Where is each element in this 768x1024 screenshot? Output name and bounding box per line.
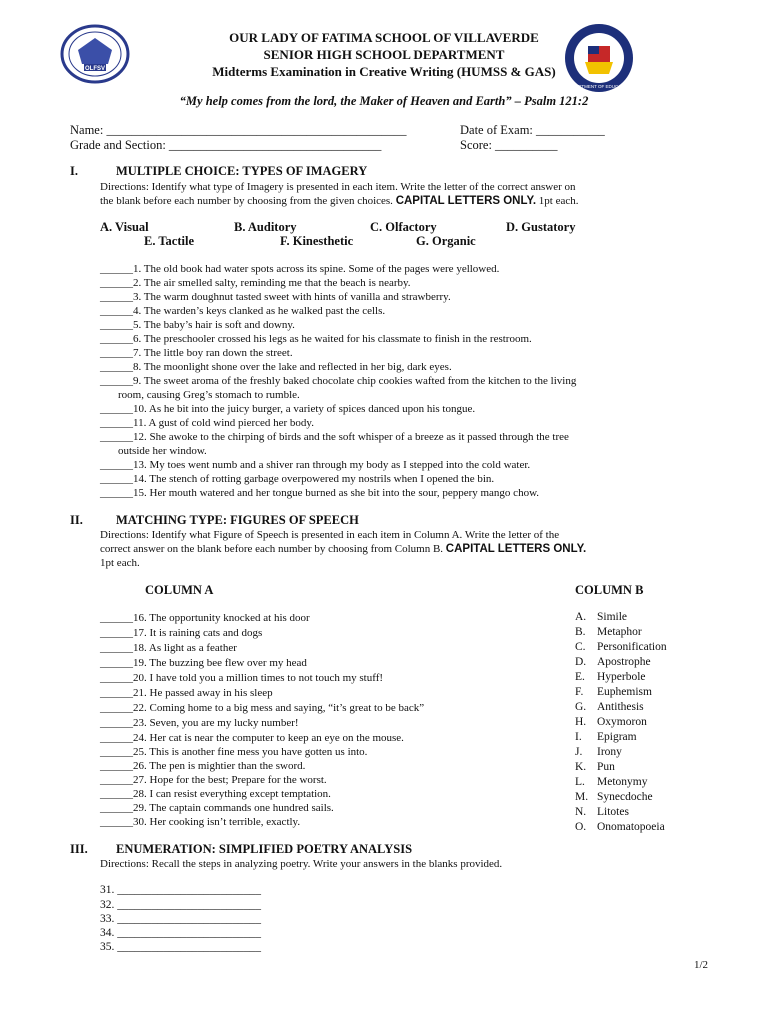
choice-f: F. Kinesthetic (280, 234, 354, 248)
question-9-continued: room, causing Greg’s stomach to rumble. (118, 389, 300, 401)
question-7[interactable]: ______7. The little boy ran down the street. (100, 347, 293, 359)
question-13[interactable]: ______13. My toes went numb and a shiver ran through my body as I stepped into the cold water. (100, 459, 531, 471)
choice-a: A. Visual (100, 220, 149, 234)
part2-directions-line1: Directions: Identify what Figure of Speech is presented in each item in Column A. Write the letter of the (100, 529, 560, 541)
part1-numeral: I. (70, 164, 78, 178)
choice-c: C. Olfactory (370, 220, 437, 234)
question-24[interactable]: ______24. Her cat is near the computer to keep an eye on the mouse. (100, 732, 404, 744)
answer-33[interactable]: 33. _________________________ (100, 913, 261, 925)
question-23[interactable]: ______23. Seven, you are my lucky number! (100, 717, 299, 729)
question-15[interactable]: ______15. Her mouth watered and her tongue burned as she bit into the sour, peppery mango chow. (100, 487, 540, 499)
question-26[interactable]: ______26. The pen is mightier than the sword. (100, 760, 306, 772)
question-25[interactable]: ______25. This is another fine mess you have gotten us into. (100, 746, 368, 758)
question-18[interactable]: ______18. As light as a feather (100, 642, 237, 654)
grade-section-field[interactable]: Grade and Section: __________________________________ (70, 138, 382, 152)
school-name: OUR LADY OF FATIMA SCHOOL OF VILLAVERDE (229, 30, 539, 45)
part3-title: ENUMERATION: SIMPLIFIED POETRY ANALYSIS (116, 842, 413, 856)
question-9[interactable]: ______9. The sweet aroma of the freshly baked chocolate chip cookies wafted from the kitchen to the living (100, 375, 577, 387)
name-field[interactable]: Name: ________________________________________________ (70, 123, 407, 137)
part2-points: 1pt each. (100, 557, 140, 569)
part3-directions: Directions: Recall the steps in analyzing poetry. Write your answers in the blanks provided. (100, 858, 503, 870)
part1-directions-line2: the blank before each number by choosing from the given choices. CAPITAL LETTERS ONLY. 1pt each. (100, 195, 579, 207)
option-j: J. Irony (575, 746, 622, 758)
question-30[interactable]: ______30. Her cooking isn’t terrible, exactly. (100, 816, 301, 828)
question-5[interactable]: ______5. The baby’s hair is soft and downy. (100, 319, 295, 331)
question-14[interactable]: ______14. The stench of rotting garbage overpowered my nostrils when I opened the bin. (100, 473, 495, 485)
option-o: O. Onomatopoeia (575, 821, 665, 833)
right-seal-text: DEPARTMENT OF EDUCATION (566, 84, 632, 89)
part2-title: MATCHING TYPE: FIGURES OF SPEECH (116, 513, 359, 527)
question-6[interactable]: ______6. The preschooler crossed his legs as he waited for his classmate to finish in the restroom. (100, 333, 532, 345)
question-4[interactable]: ______4. The warden’s keys clanked as he walked past the cells. (100, 305, 386, 317)
part1-title: MULTIPLE CHOICE: TYPES OF IMAGERY (116, 164, 368, 178)
choice-d: D. Gustatory (506, 220, 576, 234)
question-29[interactable]: ______29. The captain commands one hundred sails. (100, 802, 334, 814)
question-12[interactable]: ______12. She awoke to the chirping of birds and the soft whisper of a breeze as it passed through the tree (100, 431, 569, 443)
option-h: H. Oxymoron (575, 716, 647, 728)
question-2[interactable]: ______2. The air smelled salty, reminding me that the beach is nearby. (100, 277, 411, 289)
column-a-header: COLUMN A (145, 583, 214, 597)
option-d: D. Apostrophe (575, 656, 651, 668)
question-3[interactable]: ______3. The warm doughnut tasted sweet with hints of vanilla and strawberry. (100, 291, 451, 303)
answer-35[interactable]: 35. _________________________ (100, 941, 261, 953)
part1-directions-line1: Directions: Identify what type of Imagery is presented in each item. Write the letter of the correct answer on (100, 181, 576, 193)
question-17[interactable]: ______17. It is raining cats and dogs (100, 627, 263, 639)
date-field[interactable]: Date of Exam: ___________ (460, 123, 605, 137)
capital-letters-note: CAPITAL LETTERS ONLY. (395, 195, 537, 207)
question-22[interactable]: ______22. Coming home to a big mess and saying, “it’s great to be back” (100, 702, 425, 714)
capital-letters-note-2: CAPITAL LETTERS ONLY. (445, 543, 587, 555)
page-number: 1/2 (694, 959, 709, 971)
option-a: A. Simile (575, 611, 628, 623)
option-n: N. Litotes (575, 806, 629, 818)
option-i: I. Epigram (575, 731, 637, 743)
question-12-continued: outside her window. (118, 445, 207, 457)
choice-b: B. Auditory (234, 220, 297, 234)
part2-directions-line2: correct answer on the blank before each number by choosing from Column B. CAPITAL LETTERS ONLY. (100, 543, 587, 555)
option-b: B. Metaphor (575, 626, 642, 638)
option-g: G. Antithesis (575, 701, 644, 713)
option-e: E. Hyperbole (575, 671, 646, 683)
column-b-header: COLUMN B (575, 583, 644, 597)
left-seal-text: OLFSV (84, 66, 106, 72)
question-8[interactable]: ______8. The moonlight shone over the lake and reflected in her big, dark eyes. (100, 361, 452, 373)
question-27[interactable]: ______27. Hope for the best; Prepare for the worst. (100, 774, 327, 786)
answer-31[interactable]: 31. _________________________ (100, 884, 261, 896)
option-m: M. Synecdoche (575, 791, 653, 803)
question-1[interactable]: ______1. The old book had water spots across its spine. Some of the pages were yellowed. (100, 263, 500, 275)
part3-numeral: III. (70, 842, 88, 856)
choice-g: G. Organic (416, 234, 476, 248)
part2-numeral: II. (70, 513, 83, 527)
department-name: SENIOR HIGH SCHOOL DEPARTMENT (263, 47, 505, 62)
question-28[interactable]: ______28. I can resist everything except temptation. (100, 788, 331, 800)
question-16[interactable]: ______16. The opportunity knocked at his door (100, 612, 310, 624)
bible-verse: “My help comes from the lord, the Maker of Heaven and Earth” – Psalm 121:2 (179, 94, 589, 108)
question-19[interactable]: ______19. The buzzing bee flew over my head (100, 657, 307, 669)
question-21[interactable]: ______21. He passed away in his sleep (100, 687, 273, 699)
question-11[interactable]: ______11. A gust of cold wind pierced her body. (100, 417, 314, 429)
question-20[interactable]: ______20. I have told you a million times to not touch my stuff! (100, 672, 384, 684)
question-10[interactable]: ______10. As he bit into the juicy burger, a variety of spices danced upon his tongue. (100, 403, 476, 415)
option-k: K. Pun (575, 761, 615, 773)
option-c: C. Personification (575, 641, 667, 653)
score-field[interactable]: Score: __________ (460, 138, 558, 152)
answer-34[interactable]: 34. _________________________ (100, 927, 261, 939)
choice-e: E. Tactile (144, 234, 195, 248)
exam-title: Midterms Examination in Creative Writing (HUMSS & GAS) (212, 64, 556, 79)
answer-32[interactable]: 32. _________________________ (100, 899, 261, 911)
option-l: L. Metonymy (575, 776, 648, 788)
option-f: F. Euphemism (575, 686, 652, 698)
